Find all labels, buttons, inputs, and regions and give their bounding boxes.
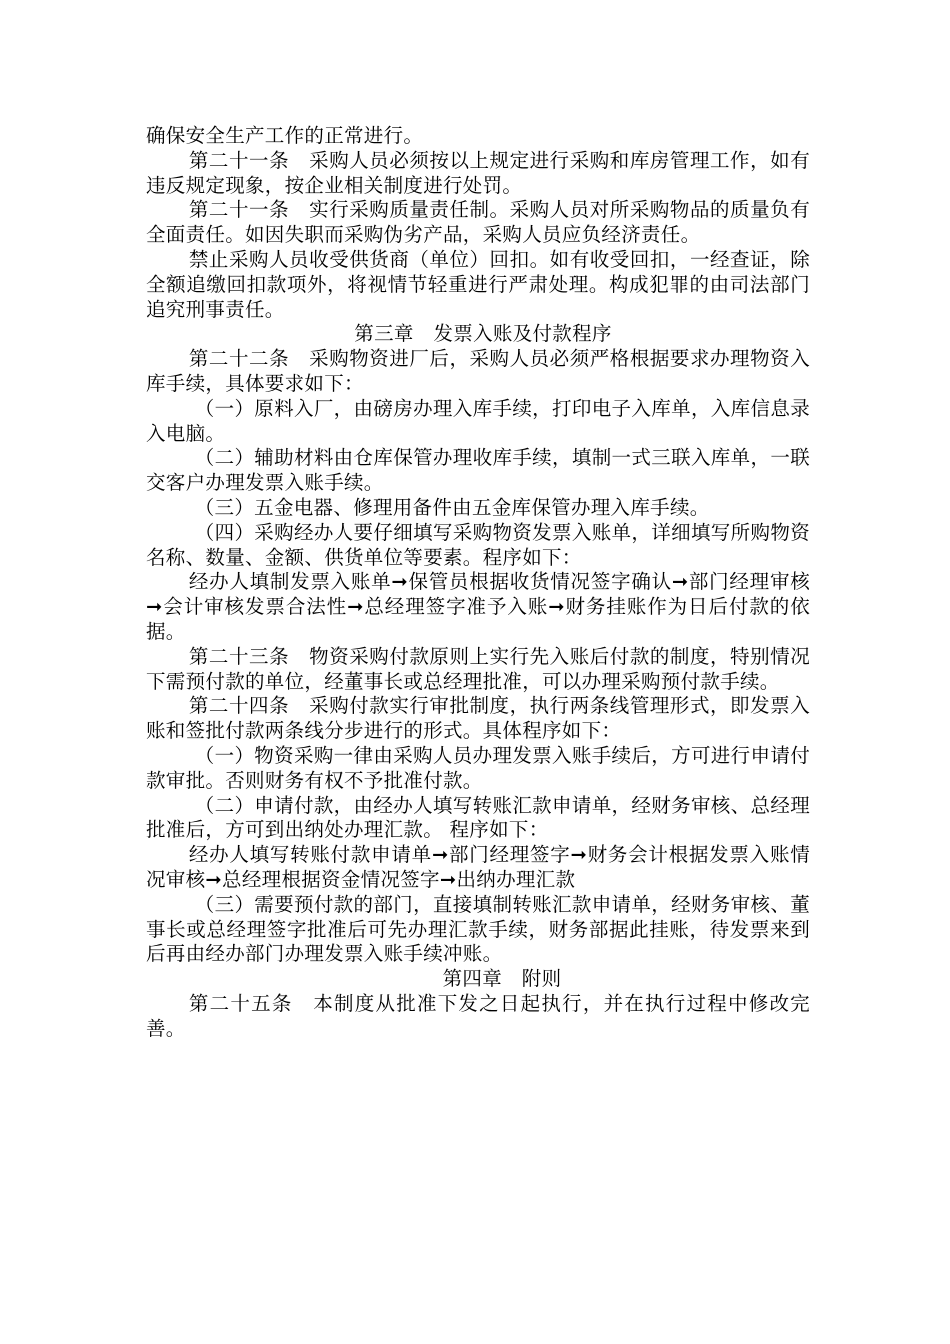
chapter-3-heading: 第三章 发票入账及付款程序 bbox=[354, 322, 612, 346]
article-22-item-2: （二）辅助材料由仓库保管办理收库手续，填制一式三联入库单，一联交客户办理发票入账手续。 bbox=[146, 446, 810, 495]
article-21-b: 第二十一条 实行采购质量责任制。采购人员对所采购物品的质量负有全面责任。如因失职而采购伪劣产品，采购人员应负经济责任。 bbox=[146, 198, 810, 247]
article-24-item-2: （二）申请付款，由经办人填写转账汇款申请单，经财务审核、总经理批准后，方可到出纳处办理汇款。 程序如下： bbox=[146, 793, 810, 842]
article-24: 第二十四条 采购付款实行审批制度，执行两条线管理形式，即发票入账和签批付款两条线分步进行的形式。具体程序如下： bbox=[146, 694, 810, 743]
article-22-item-3: （三）五金电器、修理用备件由五金库保管办理入库手续。 bbox=[194, 495, 710, 519]
invoice-procedure-flow: 经办人填制发票入账单➞保管员根据收货情况签字确认➞部门经理审核➞会计审核发票合法性➞总经理签字准予入账➞财务挂账作为日后付款的依据。 bbox=[146, 570, 810, 643]
article-22-item-1: （一）原料入厂，由磅房办理入库手续，打印电子入库单，入库信息录入电脑。 bbox=[146, 396, 810, 445]
article-24-item-1: （一）物资采购一律由采购人员办理发票入账手续后，方可进行申请付款审批。否则财务有权不予批准付款。 bbox=[146, 743, 810, 792]
article-22: 第二十二条 采购物资进厂后，采购人员必须严格根据要求办理物资入库手续，具体要求如下： bbox=[146, 347, 810, 395]
payment-procedure-flow: 经办人填写转账付款申请单➞部门经理签字➞财务会计根据发票入账情况审核➞总经理根据资金情况签字➞出纳办理汇款 bbox=[146, 843, 810, 891]
article-24-item-3: （三）需要预付款的部门，直接填制转账汇款申请单，经财务审核、董事长或总经理签字批准后可先办理汇款手续，财务部据此挂账，待发票来到后再由经办部门办理发票入账手续冲账。 bbox=[146, 892, 810, 966]
document-body bbox=[146, 124, 810, 1041]
paragraph-continuation: 确保安全生产工作的正常进行。 bbox=[146, 124, 424, 147]
chapter-4-heading: 第四章 附则 bbox=[442, 967, 562, 991]
article-23: 第二十三条 物资采购付款原则上实行先入账后付款的制度，特别情况下需预付款的单位，经董事长或总经理批准，可以办理采购预付款手续。 bbox=[146, 644, 810, 693]
kickback-prohibition: 禁止采购人员收受供货商（单位）回扣。如有收受回扣，一经查证，除全额追缴回扣款项外，将视情节轻重进行严肃处理。构成犯罪的由司法部门追究刑事责任。 bbox=[146, 247, 810, 321]
article-21-a: 第二十一条 采购人员必须按以上规定进行采购和库房管理工作，如有违反规定现象，按企业相关制度进行处罚。 bbox=[146, 148, 810, 197]
article-25: 第二十五条 本制度从批准下发之日起执行，并在执行过程中修改完善。 bbox=[146, 991, 810, 1040]
article-22-item-4: （四）采购经办人要仔细填写采购物资发票入账单，详细填写所购物资名称、数量、金额、供货单位等要素。程序如下： bbox=[146, 520, 810, 569]
